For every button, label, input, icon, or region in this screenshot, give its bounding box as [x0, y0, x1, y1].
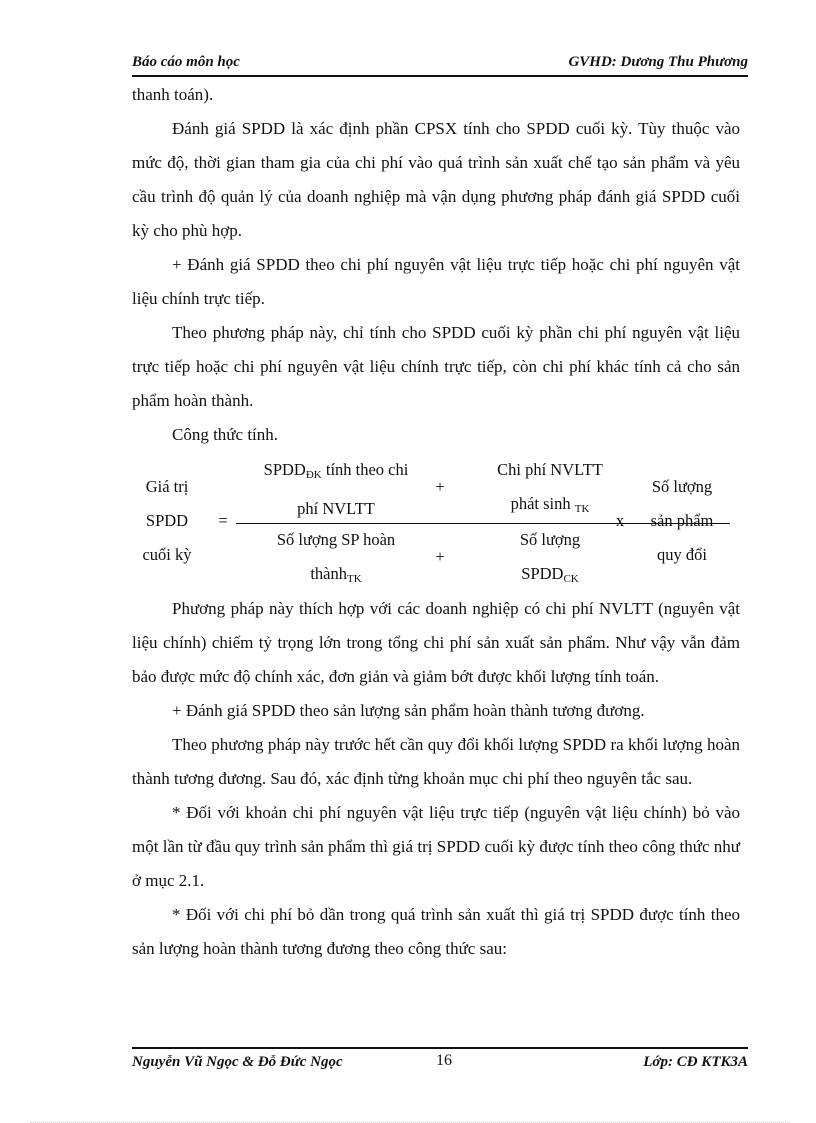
footer-class: Lớp: CĐ KTK3A — [643, 1054, 748, 1070]
paragraph: + Đánh giá SPDD theo chi phí nguyên vật liệu trực tiếp hoặc chi phí nguyên vật liệu chính trực tiếp. — [132, 255, 740, 308]
formula-text — [450, 557, 650, 596]
formula-text: Số lượng SP hoàn — [276, 530, 396, 549]
formula-lhs-line: Giá trị — [145, 477, 189, 496]
formula-text: tính theo chi — [321, 460, 409, 479]
header-advisor: GVHD: Dương Thu Phương — [568, 54, 748, 70]
paragraph-continuation: thanh toán). — [132, 85, 214, 104]
formula-denominator-1 — [236, 523, 436, 596]
formula-intro: Công thức tính. — [172, 425, 279, 444]
header-course-title: Báo cáo môn học — [132, 54, 240, 70]
body-text-upper — [132, 78, 740, 452]
formula-lhs-line: cuối kỳ — [142, 545, 192, 564]
formula-rhs-line: sản phẩm — [650, 511, 714, 530]
formula-text — [236, 557, 436, 596]
formula-rhs-line: Số lượng — [651, 477, 713, 496]
page-footer — [132, 1050, 748, 1076]
formula-text: phát sinh — [510, 494, 575, 513]
formula-text: phí NVLTT — [297, 499, 375, 518]
formula-text — [236, 453, 436, 492]
formula-lhs — [132, 470, 202, 572]
page-header — [132, 52, 748, 76]
formula-text: Số lượng — [519, 530, 581, 549]
formula-subscript: TK — [347, 573, 362, 585]
paragraph: Đánh giá SPDD là xác định phần CPSX tính cho SPDD cuối kỳ. Tùy thuộc vào mức độ, thời gian tham gia của chi phí vào quá trình sản xuất chế tạo sản phẩm và yêu cầu trình độ quản lý của doanh nghiệp mà vận dụng phương pháp đánh giá SPDD cuối kỳ cho phù hợp. — [132, 119, 740, 240]
paragraph: * Đối với chi phí bỏ dần trong quá trình sản xuất thì giá trị SPDD được tính theo sản lượng hoàn thành tương đương theo công thức sau: — [132, 905, 740, 958]
formula-rhs — [632, 470, 732, 572]
formula-text: SPDD — [521, 564, 564, 583]
formula-numerator-1 — [236, 453, 436, 526]
formula-plus-bottom: + — [435, 547, 445, 566]
formula-subscript: CK — [563, 573, 579, 585]
paragraph: Theo phương pháp này trước hết cần quy đổi khối lượng SPDD ra khối lượng hoàn thành tương đương. Sau đó, xác định từng khoản mục chi phí theo nguyên tắc sau. — [132, 735, 740, 788]
page-number: 16 — [436, 1052, 452, 1069]
formula-plus-top: + — [435, 477, 445, 496]
formula-text: thành — [310, 564, 347, 583]
formula-text: Chi phí NVLTT — [497, 460, 603, 479]
body-text-lower — [132, 592, 740, 966]
footer-rule — [132, 1047, 748, 1049]
formula-equals: = — [218, 511, 228, 530]
formula-lhs-line: SPDD — [145, 511, 189, 530]
formula-subscript: TK — [574, 503, 590, 515]
paragraph: * Đối với khoản chi phí nguyên vật liệu trực tiếp (nguyên vật liệu chính) bỏ vào một lần từ đầu quy trình sản phẩm thì giá trị SPDD cuối kỳ được tính theo công thức như ở mục 2.1. — [132, 803, 740, 890]
formula-rhs-line: quy đổi — [657, 545, 707, 564]
paragraph: Phương pháp này thích hợp với các doanh nghiệp có chi phí NVLTT (nguyên vật liệu chính) chiếm tỷ trọng lớn trong tổng chi phí sản xuất sản phẩm. Như vậy vẫn đảm bảo được mức độ chính xác, đơn giản và giảm bớt được khối lượng tính toán. — [132, 599, 740, 686]
formula-text: SPDD — [263, 460, 306, 479]
paragraph: + Đánh giá SPDD theo sản lượng sản phẩm hoàn thành tương đương. — [172, 701, 645, 720]
formula-block — [132, 450, 740, 590]
footer-authors: Nguyễn Vũ Ngọc & Đỗ Đức Ngọc — [132, 1054, 343, 1070]
formula-subscript: ĐK — [305, 469, 322, 481]
header-rule — [132, 75, 748, 77]
paragraph: Theo phương pháp này, chỉ tính cho SPDD cuối kỳ phần chi phí nguyên vật liệu trực tiếp hoặc chi phí nguyên vật liệu chính trực tiếp, còn chi phí khác tính cả cho sản phẩm hoàn thành. — [132, 323, 740, 410]
formula-times: x — [615, 511, 625, 530]
